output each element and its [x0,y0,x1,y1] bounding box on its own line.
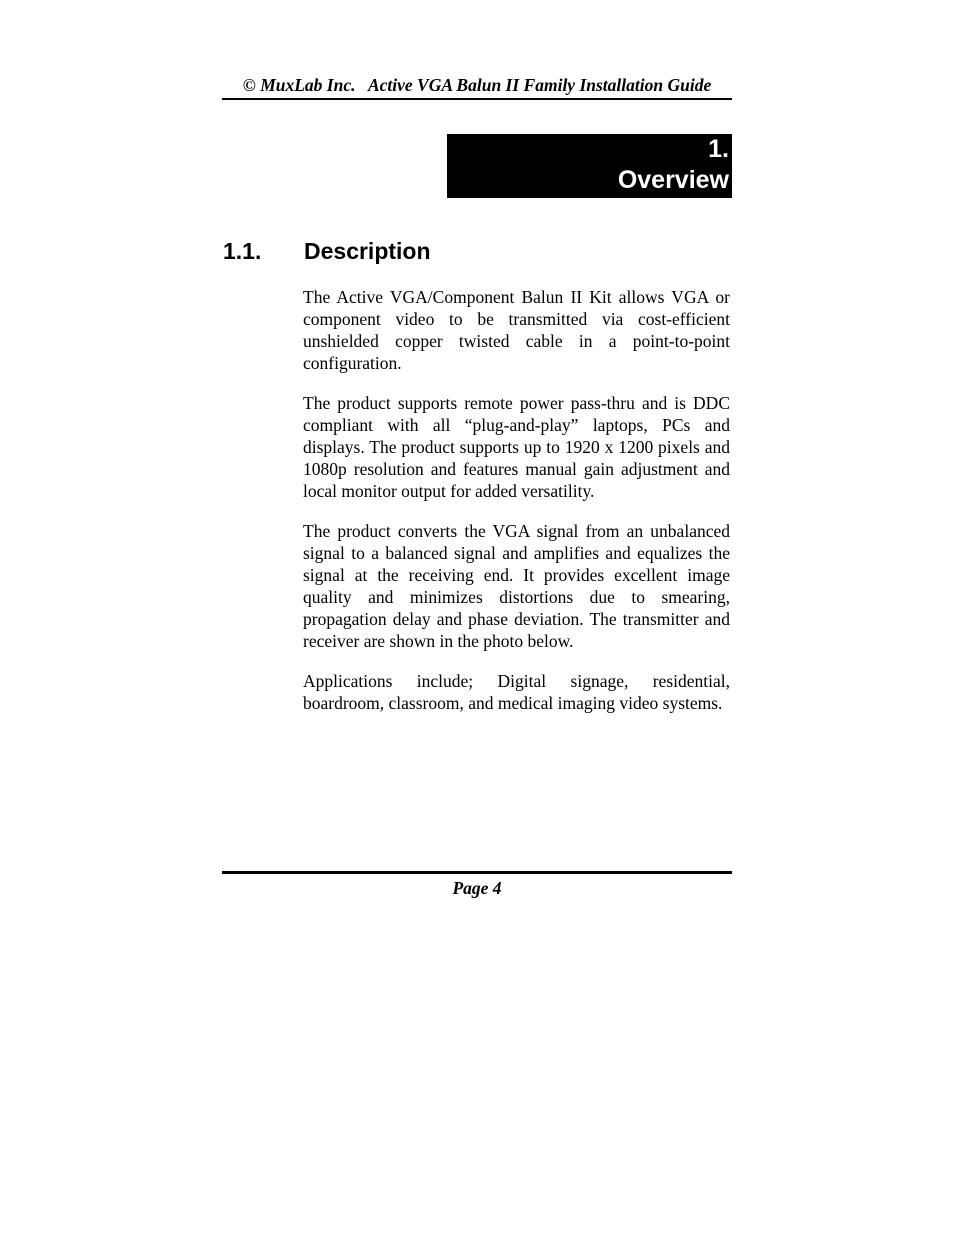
chapter-heading-box [447,134,732,198]
paragraph-features: The product supports remote power pass-thru and is DDC compliant with all “plug-and-play” laptops, PCs and displays. The product supports up to 1920 x 1200 pixels and 1080p resolution and features manual gain adjustment and local monitor output for added versatility. [303,393,730,501]
paragraph-signal: The product converts the VGA signal from an unbalanced signal to a balanced signal and amplifies and equalizes the signal at the receiving end. It provides excellent image quality and minimizes distortions due to smearing, propagation delay and phase deviation. The transmitter and receiver are shown in the photo below. [303,521,730,651]
paragraph-intro: The Active VGA/Component Balun II Kit allows VGA or component video to be transmitted via cost-efficient unshielded copper twisted cable in a point-to-point configuration. [303,287,730,373]
section-heading [223,236,732,268]
section-number: 1.1. [223,238,262,264]
chapter-title: Overview [617,166,729,194]
chapter-number: 1. [708,135,729,163]
page-number: Page 4 [452,878,502,898]
section-title: Description [304,238,431,264]
description-body [303,287,730,733]
paragraph-applications: Applications include; Digital signage, residential, boardroom, classroom, and medical imaging video systems. [303,671,730,713]
footer-rule [222,871,732,874]
running-header: © MuxLab Inc. Active VGA Balun II Family Installation Guide [222,74,732,100]
